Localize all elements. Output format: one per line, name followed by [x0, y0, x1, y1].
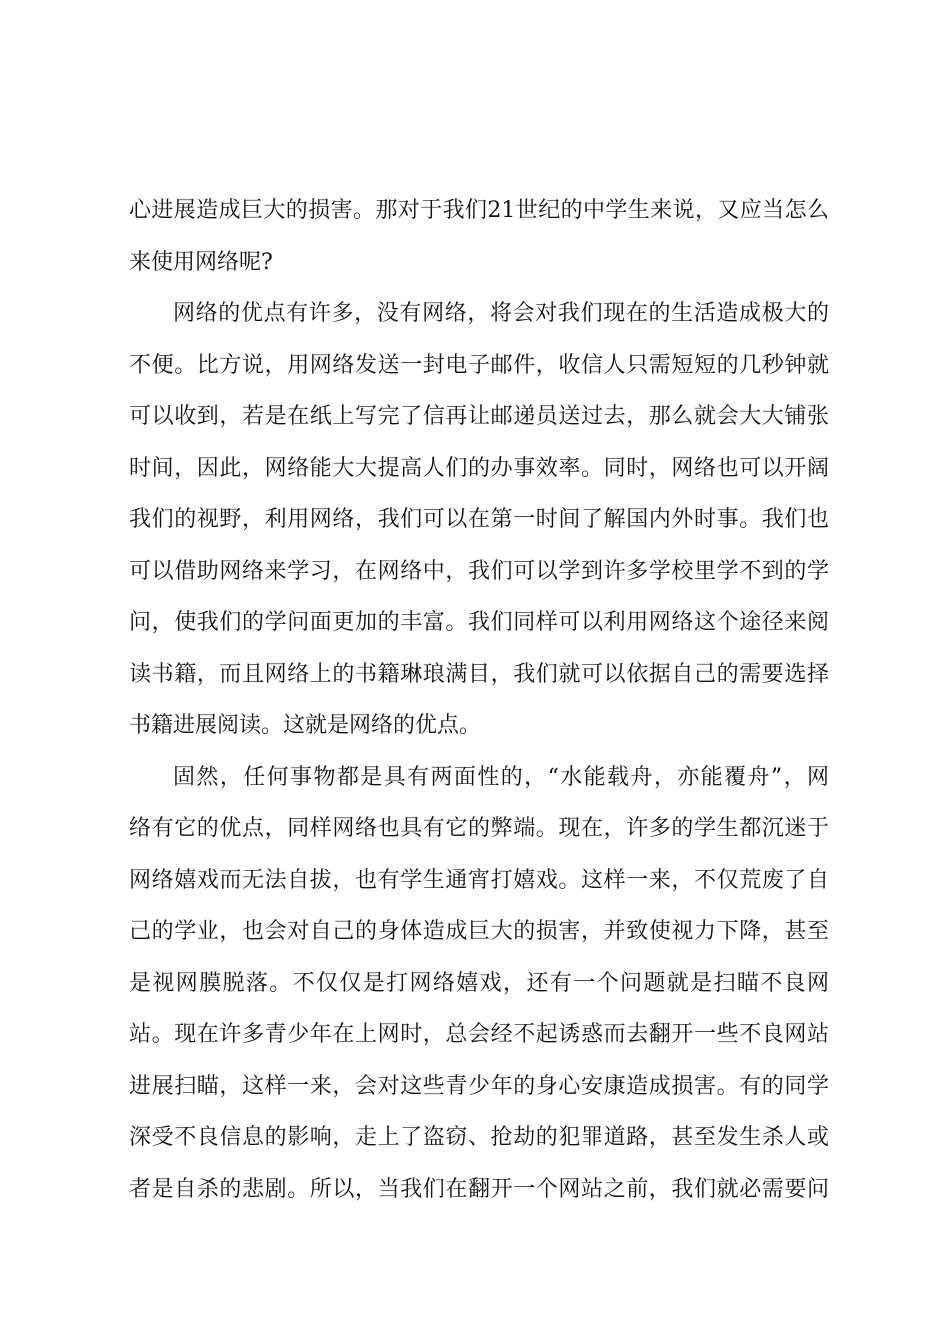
text-line: 问，使我们的学问面更加的丰富。我们同样可以利用网络这个途径来阅 [129, 610, 829, 635]
text-line: 我们的视野，利用网络，我们可以在第一时间了解国内外时事。我们也 [129, 507, 829, 532]
text-line: 时间，因此，网络能大大提高人们的办事效率。同时，网络也可以开阔 [129, 455, 829, 481]
text-line: 进展扫瞄，这样一来，会对这些青少年的身心安康造成损害。有的同学 [129, 1073, 829, 1099]
text-line: 固然，任何事物都是具有两面性的，“水能载舟，亦能覆舟”，网 [173, 764, 829, 790]
text-line: 书籍进展阅读。这就是网络的优点。 [129, 713, 482, 738]
text-line: 来使用网络呢? [129, 249, 273, 275]
text-line: 心进展造成巨大的损害。那对于我们21世纪的中学生来说，又应当怎么 [129, 198, 829, 223]
text-line: 己的学业，也会对自己的身体造成巨大的损害，并致使视力下降，甚至 [129, 919, 829, 944]
text-line: 络有它的优点，同样网络也具有它的弊端。现在，许多的学生都沉迷于 [129, 816, 829, 841]
text-line: 网络的优点有许多，没有网络，将会对我们现在的生活造成极大的 [173, 301, 829, 326]
text-line: 可以收到，若是在纸上写完了信再让邮递员送过去，那么就会大大铺张 [129, 404, 829, 429]
text-line: 网络嬉戏而无法自拔，也有学生通宵打嬉戏。这样一来，不仅荒废了自 [129, 867, 829, 893]
text-line: 不便。比方说，用网络发送一封电子邮件，收信人只需短短的几秒钟就 [129, 352, 829, 378]
text-line: 读书籍，而且网络上的书籍琳琅满目，我们就可以依据自己的需要选择 [129, 661, 829, 687]
text-line: 深受不良信息的影响，走上了盗窃、抢劫的犯罪道路，甚至发生杀人或 [129, 1125, 829, 1150]
text-line: 是视网膜脱落。不仅仅是打网络嬉戏，还有一个问题就是扫瞄不良网 [129, 970, 829, 996]
text-line: 者是自杀的悲剧。所以，当我们在翻开一个网站之前，我们就必需要问 [129, 1176, 829, 1202]
text-line: 可以借助网络来学习，在网络中，我们可以学到许多学校里学不到的学 [129, 558, 829, 584]
text-line: 站。现在许多青少年在上网时，总会经不起诱惑而去翻开一些不良网站 [129, 1022, 829, 1047]
body-text [129, 185, 829, 1215]
